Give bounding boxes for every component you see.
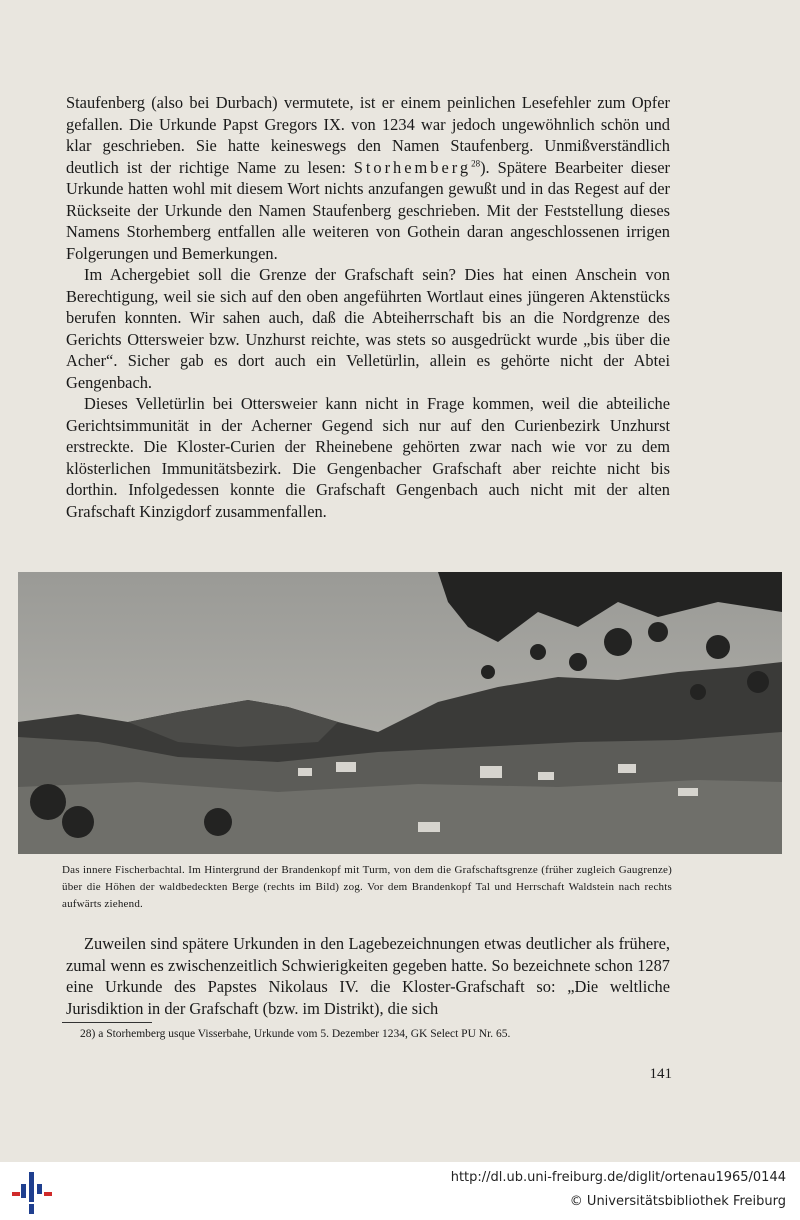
paragraph-1 bbox=[66, 92, 670, 264]
paragraph-4: Zuweilen sind spätere Urkunden in den Lagebezeichnungen etwas deutlicher als frühere, zumal wenn es zwischenzeitlich Schwierigkeiten gegeben hatte. So bezeichnete schon 1287 eine Urkunde des Papstes Nikolaus IV. die Kloster-Grafschaft so: „Die weltliche Jurisdiktion in der Grafschaft (bzw. im Distrikt), die sich bbox=[66, 934, 670, 1018]
paragraph-1-end: ). Spätere Bearbeiter dieser Urkunde hatten wohl mit diesem Wort nichts anzufangen gewußt und in das Regest auf der Rückseite der Urkunde den Namen Staufenberg geschrieben. Mit der Feststellung dieses Namens Storhemberg entfallen alle weiteren von Gothein daran angeschlossenen irrigen Folgerungen und Bemerkungen. bbox=[66, 157, 670, 263]
footer-copyright: © Universitätsbibliothek Freiburg bbox=[569, 1194, 786, 1209]
landscape-photo bbox=[18, 572, 782, 854]
paragraph-3: Dieses Velletürlin bei Ottersweier kann nicht in Frage kommen, weil die abteiliche Gerichtsimmunität in der Acherner Gegend sich nur auf den Curienbezirk Unzhurst erstreckte. Die Kloster-Curien der Rheinebene gehörten zwar nach wie vor zu dem klösterlichen Immunitätsbezirk. Die Gengenbacher Grafschaft aber reichte nicht bis dorthin. Infolgedessen konnte die Grafschaft Gengenbach auch nicht mit der alten Grafschaft Kinzigdorf zusammenfallen. bbox=[66, 394, 670, 521]
photo-caption: Das innere Fischerbachtal. Im Hintergrund der Brandenkopf mit Turm, von dem die Grafschaftsgrenze (früher zugleich Gaugrenze) über die Höhen der waldbedeckten Berge (rechts im Bild) zog. Vor dem Brandenkopf Tal und Herrschaft Waldstein nach rechts aufwärts ziehend. bbox=[62, 864, 672, 910]
permalink-link[interactable]: http://dl.ub.uni-freiburg.de/diglit/ortenau1965/0144 bbox=[450, 1170, 786, 1185]
main-text-top bbox=[66, 92, 670, 522]
main-text-bottom bbox=[66, 933, 670, 1019]
footnote-ref-28[interactable]: 28 bbox=[471, 158, 481, 169]
spaced-name-storhemberg: Storhemberg bbox=[353, 157, 472, 177]
library-logo-svg bbox=[10, 1170, 54, 1216]
footer-url[interactable] bbox=[451, 1170, 786, 1185]
footnote-text: a Storhemberg usque Visserbahe, Urkunde vom 5. Dezember 1234, GK Select PU Nr. 65. bbox=[98, 1028, 511, 1040]
footnote-28 bbox=[80, 1027, 680, 1041]
footnote-divider bbox=[62, 1022, 152, 1023]
footnote-marker: 28) bbox=[80, 1028, 96, 1040]
page-number: 141 bbox=[649, 1066, 672, 1082]
paragraph-2: Im Achergebiet soll die Grenze der Grafschaft sein? Dies hat einen Anschein von Berechtigung, weil sie sich auf den oben angeführten Wortlaut eines jüngeren Aktenstücks berufen konnten. Wir sahen auch, daß die Abteiherrschaft bis an die Nordgrenze des Gerichts Ottersweier bzw. Unzhurst reichte, was stets so ausgedrückt wurde „bis über die Acher“. Sicher gab es dort auch ein Velletürlin, allein es gehörte nicht der Abtei Gengenbach. bbox=[66, 265, 670, 392]
landscape-photo-illustration bbox=[18, 572, 782, 854]
library-logo-icon[interactable] bbox=[10, 1170, 54, 1216]
paragraph-1-start: Staufenberg (also bei Durbach) vermutete, ist er einem peinlichen Lesefehler zum Opfer gefallen. Die Urkunde Papst Gregors IX. von 1234 war jedoch ungewöhnlich schön und klar geschrieben. Sie hatte keineswegs den Namen Staufenberg. Unmißverständlich deutlich ist der richtige Name zu lesen: bbox=[66, 93, 670, 177]
